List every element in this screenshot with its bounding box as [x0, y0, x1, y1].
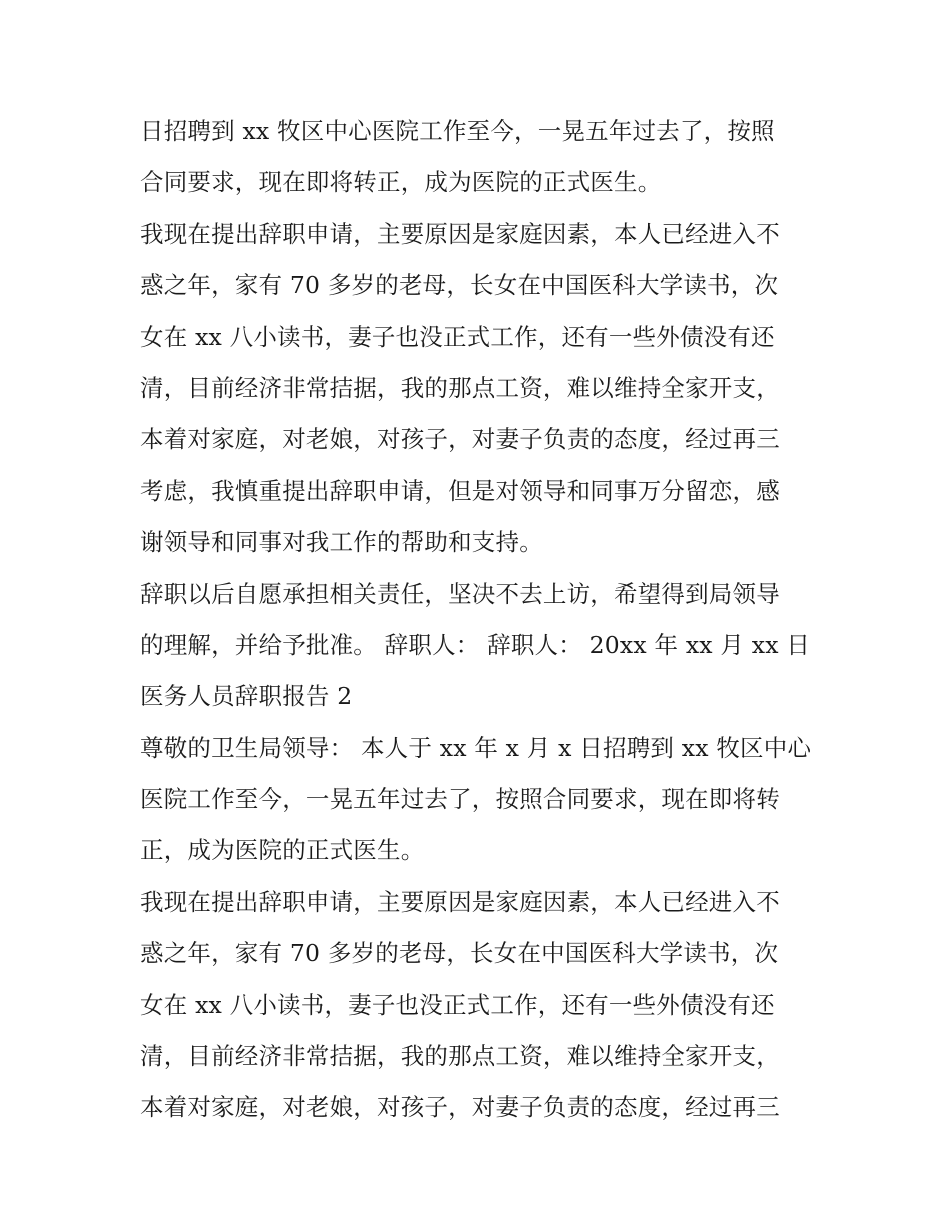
text-line: 惑之年，家有 70 多岁的老母，长女在中国医科大学读书，次 [140, 939, 779, 968]
text-line: 合同要求，现在即将转正，成为医院的正式医生。 [140, 168, 662, 197]
text-line: 谢领导和同事对我工作的帮助和支持。 [140, 528, 543, 557]
text-line: 女在 xx 八小读书，妻子也没正式工作，还有一些外债没有还 [140, 322, 775, 351]
text-line: 考虑，我慎重提出辞职申请，但是对领导和同事万分留恋，感 [140, 476, 780, 505]
text-line: 医院工作至今，一晃五年过去了，按照合同要求，现在即将转 [140, 785, 780, 814]
text-line: 尊敬的卫生局领导： 本人于 xx 年 x 月 x 日招聘到 xx 牧区中心 [140, 733, 812, 762]
text-line: 辞职以后自愿承担相关责任，坚决不去上访，希望得到局领导 [140, 579, 780, 608]
text-line: 我现在提出辞职申请，主要原因是家庭因素，本人已经进入不 [140, 219, 780, 248]
text-line: 日招聘到 xx 牧区中心医院工作至今，一晃五年过去了，按照 [140, 117, 775, 145]
text-line: 惑之年，家有 70 多岁的老母，长女在中国医科大学读书，次 [140, 271, 779, 300]
text-line: 清，目前经济非常拮据，我的那点工资，难以维持全家开支， [140, 1042, 780, 1071]
text-line: 本着对家庭，对老娘，对孩子，对妻子负责的态度，经过再三 [140, 425, 780, 454]
section-heading: 医务人员辞职报告 2 [140, 682, 353, 711]
text-line: 清，目前经济非常拮据，我的那点工资，难以维持全家开支， [140, 373, 780, 402]
document-body [140, 106, 820, 1134]
text-line: 女在 xx 八小读书，妻子也没正式工作，还有一些外债没有还 [140, 990, 775, 1019]
text-line: 我现在提出辞职申请，主要原因是家庭因素，本人已经进入不 [140, 887, 780, 916]
text-line: 的理解，并给予批准。 辞职人： 辞职人： 20xx 年 xx 月 xx 日 [140, 630, 811, 659]
text-line: 正，成为医院的正式医生。 [140, 836, 425, 865]
text-line: 本着对家庭，对老娘，对孩子，对妻子负责的态度，经过再三 [140, 1093, 780, 1122]
